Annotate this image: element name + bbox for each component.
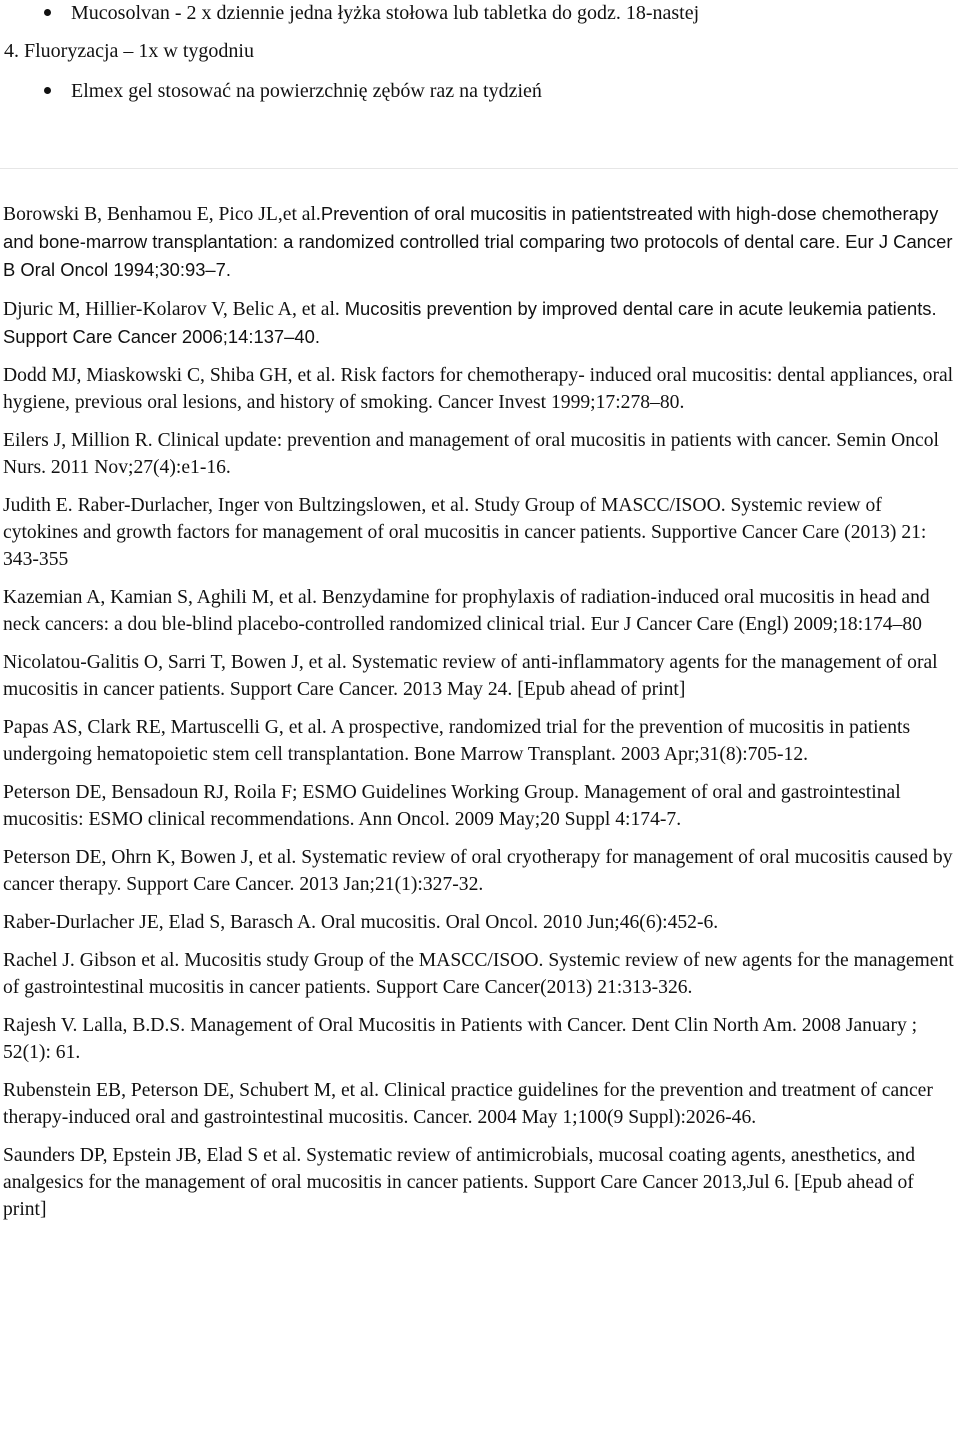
reference-authors: Nicolatou-Galitis O, Sarri T, Bowen J, et al.: [3, 652, 347, 673]
reference-title: Management of Oral Mucositis in Patients with Cancer.: [190, 1015, 627, 1036]
reference-source: Bone Marrow Transplant. 2003 Apr;31(8):705-12.: [414, 744, 809, 765]
bullet-text: Mucosolvan - 2 x dziennie jedna łyżka stołowa lub tabletka do godz. 18-nastej: [71, 2, 700, 24]
reference-item: [3, 492, 958, 573]
reference-authors: Djuric M, Hillier-Kolarov V, Belic A, et al.: [3, 299, 340, 320]
reference-title: Mucositis study Group of the MASCC/ISOO. Systemic review of new agents for the management of gastrointestinal mucositis in cancer patients.: [3, 950, 954, 998]
reference-authors: Borowski B, Benhamou E, Pico JL,et al.: [3, 204, 321, 225]
bullet-item-elmex: [44, 79, 542, 103]
reference-item: [3, 1077, 958, 1131]
reference-list: [3, 200, 958, 1234]
reference-title: Oral mucositis.: [320, 912, 441, 933]
reference-item: [3, 427, 958, 481]
reference-item: [3, 584, 958, 638]
bullet-icon: [44, 9, 51, 16]
reference-source: Support Care Cancer. 2013 May 24. [Epub ahead of print]: [229, 679, 686, 700]
reference-source: Supportive Cancer Care (2013) 21: 343-355: [3, 522, 927, 570]
reference-title: Systematic review of anti-inflammatory agents for the management of oral mucositis in cancer patients.: [3, 652, 938, 700]
reference-source: Oral Oncol. 2010 Jun;46(6):452-6.: [445, 912, 719, 933]
reference-source: Cancer Invest 1999;17:278–80.: [437, 392, 685, 413]
reference-title: Study Group of MASCC/ISOO. Systemic review of cytokines and growth factors for management of oral mucositis in cancer patients.: [3, 495, 882, 543]
reference-source: Eur J Cancer B Oral Oncol 1994;30:93–7.: [3, 231, 953, 280]
reference-title: Clinical practice guidelines for the prevention and treatment of cancer therapy-induced oral and gastrointestinal mucositis.: [3, 1080, 933, 1128]
reference-title: Benzydamine for prophylaxis of radiation-induced oral mucositis in head and neck cancers: a dou ble-blind placebo-controlled randomized clinical trial.: [3, 587, 930, 635]
reference-authors: Rachel J. Gibson et al.: [3, 950, 180, 971]
reference-title: Mucositis prevention by improved dental care in acute leukemia patients.: [344, 298, 937, 319]
reference-authors: Kazemian A, Kamian S, Aghili M, et al.: [3, 587, 317, 608]
reference-authors: Rubenstein EB, Peterson DE, Schubert M, et al.: [3, 1080, 380, 1101]
reference-title: Risk factors for chemotherapy- induced oral mucositis: dental appliances, oral hygiene, previous oral lesions, and history of smoking.: [3, 365, 954, 413]
reference-authors: Eilers J, Million R.: [3, 430, 153, 451]
reference-source: Dent Clin North Am. 2008 January ; 52(1): 61.: [3, 1015, 918, 1063]
reference-item: [3, 714, 958, 768]
bullet-text: Elmex gel stosować na powierzchnię zębów raz na tydzień: [71, 80, 542, 102]
reference-item: [3, 1012, 958, 1066]
reference-source: Support Care Cancer(2013) 21:313-326.: [375, 977, 693, 998]
reference-source: Support Care Cancer 2013,Jul 6. [Epub ahead of print]: [3, 1172, 914, 1220]
reference-authors: Judith E. Raber-Durlacher, Inger von Bultzingslowen, et al.: [3, 495, 470, 516]
reference-title: Clinical update: prevention and management of oral mucositis in patients with cancer.: [157, 430, 832, 451]
reference-item: [3, 844, 958, 898]
reference-item: [3, 362, 958, 416]
reference-source: Support Care Cancer. 2013 Jan;21(1):327-32.: [126, 874, 484, 895]
reference-item: [3, 1142, 958, 1223]
reference-source: Support Care Cancer 2006;14:137–40.: [3, 326, 320, 347]
reference-title: Prevention of oral mucositis in patientstreated with high-dose chemotherapy and bone-marrow transplantation: a randomized controlled trial comparing two protocols of dental care.: [3, 203, 939, 252]
reference-source: Ann Oncol. 2009 May;20 Suppl 4:174-7.: [358, 809, 682, 830]
reference-title: Systematic review of antimicrobials, mucosal coating agents, anesthetics, and analgesics for the management of oral mucositis in cancer patients.: [3, 1145, 916, 1193]
reference-authors: Raber-Durlacher JE, Elad S, Barasch A.: [3, 912, 317, 933]
bullet-item-mucosolvan: [44, 1, 699, 25]
numbered-item-fluoryzacja: 4. Fluoryzacja – 1x w tygodniu: [4, 40, 254, 62]
reference-title: Systematic review of oral cryotherapy for management of oral mucositis caused by cancer therapy.: [3, 847, 953, 895]
reference-source: Cancer. 2004 May 1;100(9 Suppl):2026-46.: [413, 1107, 757, 1128]
reference-item: [3, 200, 958, 284]
reference-authors: Saunders DP, Epstein JB, Elad S et al.: [3, 1145, 302, 1166]
reference-item: [3, 947, 958, 1001]
reference-title: Management of oral and gastrointestinal mucositis: ESMO clinical recommendations.: [3, 782, 901, 830]
section-divider: [0, 168, 958, 169]
reference-source: Eur J Cancer Care (Engl) 2009;18:174–80: [590, 614, 922, 635]
reference-authors: Rajesh V. Lalla, B.D.S.: [3, 1015, 186, 1036]
reference-authors: Papas AS, Clark RE, Martuscelli G, et al.: [3, 717, 327, 738]
reference-authors: Dodd MJ, Miaskowski C, Shiba GH, et al.: [3, 365, 336, 386]
reference-authors: Peterson DE, Ohrn K, Bowen J, et al.: [3, 847, 297, 868]
reference-authors: Peterson DE, Bensadoun RJ, Roila F; ESMO Guidelines Working Group.: [3, 782, 580, 803]
reference-source: Semin Oncol Nurs. 2011 Nov;27(4):e1-16.: [3, 430, 939, 478]
reference-item: [3, 649, 958, 703]
reference-item: [3, 779, 958, 833]
reference-title: A prospective, randomized trial for the prevention of mucositis in patients undergoing hematopoietic stem cell transplantation.: [3, 717, 911, 765]
reference-item: [3, 295, 958, 351]
reference-item: [3, 909, 958, 936]
bullet-icon: [44, 87, 51, 94]
